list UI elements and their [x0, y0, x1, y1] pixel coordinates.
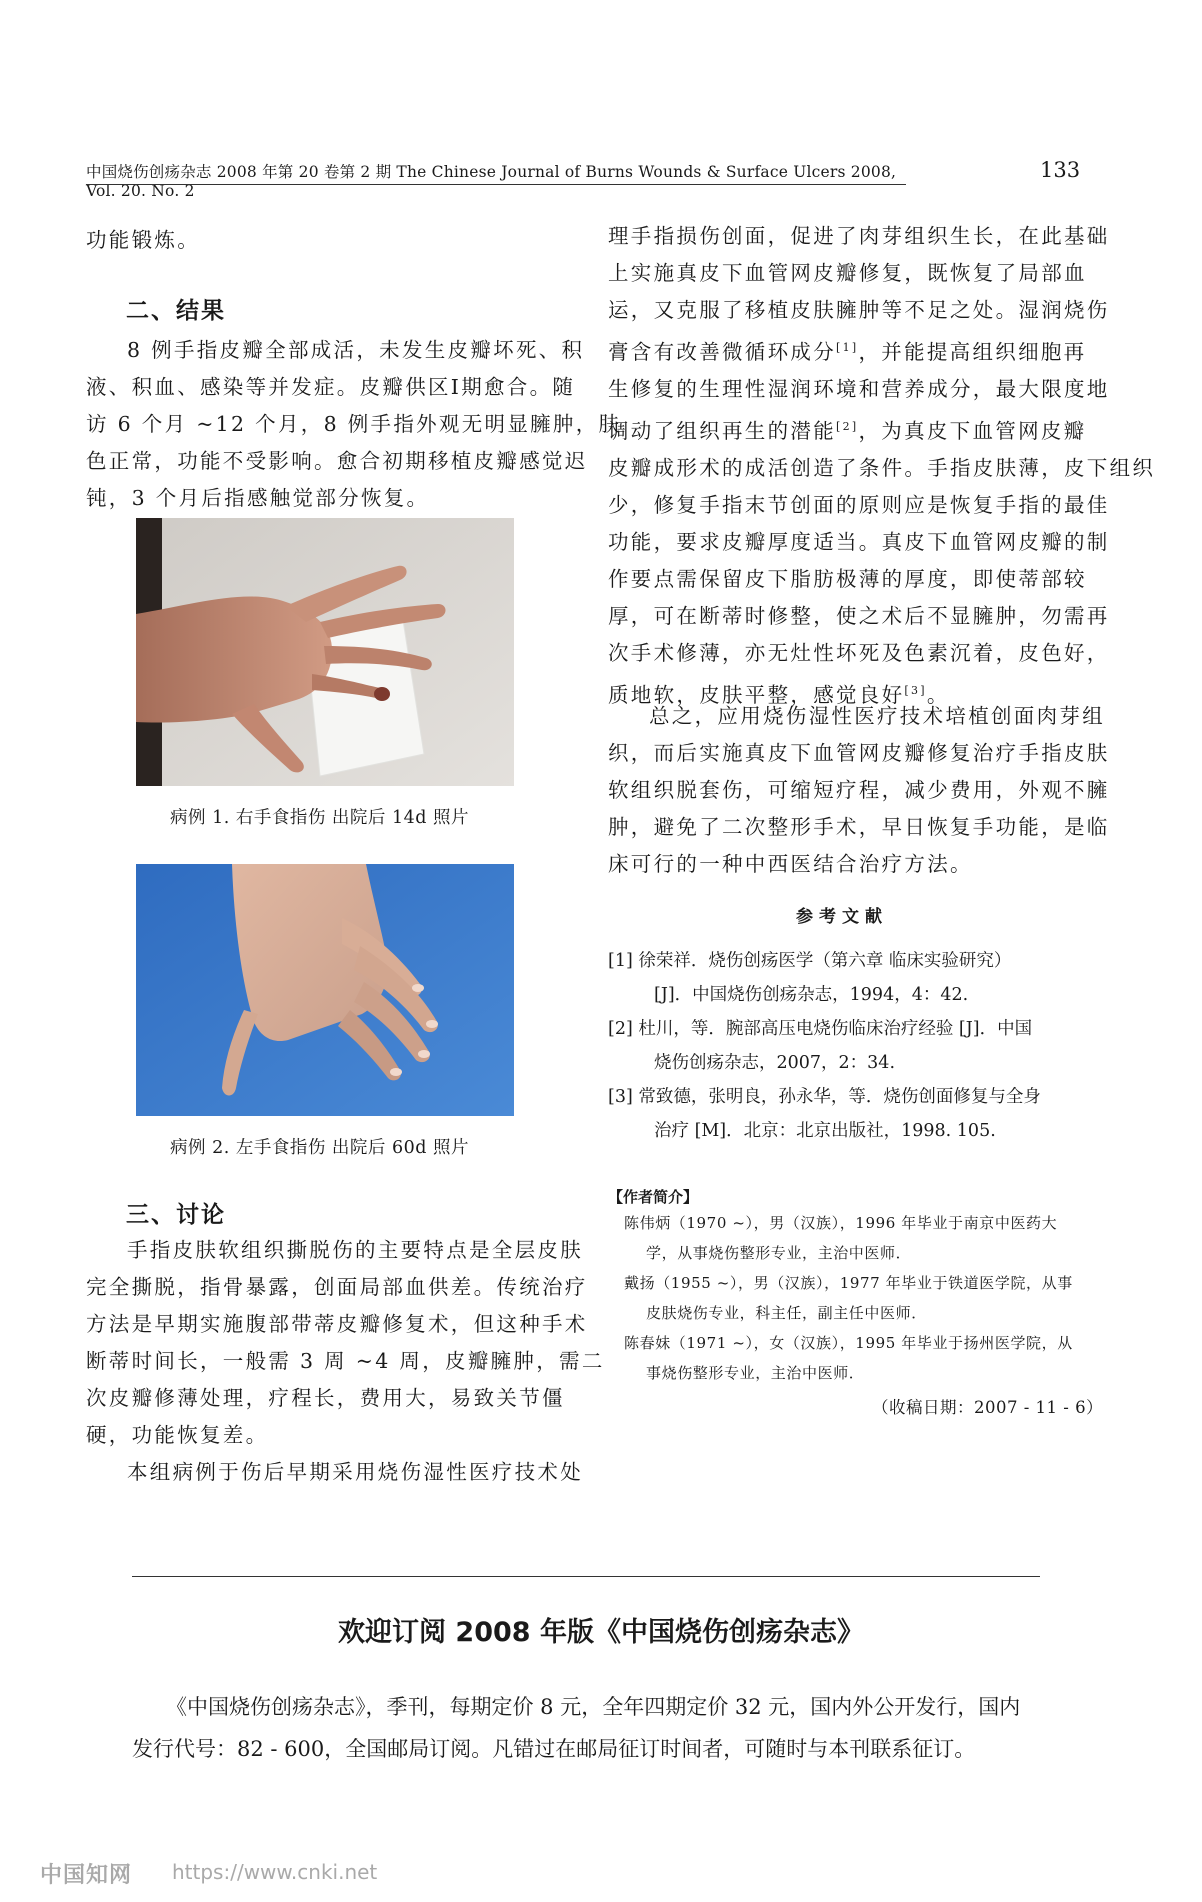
text-line: 软组织脱套伤，可缩短疗程，减少费用，外观不臃 [608, 778, 1110, 802]
text-line [608, 329, 1090, 371]
reference-line: [1] 徐荣祥．烧伤创疡医学（第六章 临床实验研究） [608, 951, 1012, 971]
text-line: 8 例手指皮瓣全部成活，未发生皮瓣坏死、积 [127, 338, 585, 362]
header-rule [86, 184, 906, 185]
text-line [608, 408, 1090, 450]
text-line: 肿，避免了二次整形手术，早日恢复手功能，是临 [608, 815, 1110, 839]
text-segment: 膏含有改善微循环成分 [608, 339, 836, 364]
reference-line: [2] 杜川，等．腕部高压电烧伤临床治疗经验 [J]．中国 [608, 1019, 1033, 1039]
text-line: 皮瓣成形术的成活创造了条件。手指皮肤薄，皮下组织 [608, 455, 1156, 480]
text-segment: 。 [926, 682, 950, 707]
text-line: 理手指损伤创面，促进了肉芽组织生长，在此基础 [608, 224, 1110, 248]
text-line: 完全撕脱，指骨暴露，创面局部血供差。传统治疗 [86, 1275, 588, 1299]
citation: [2] [836, 419, 859, 433]
text-line: 床可行的一种中西医结合治疗方法。 [608, 852, 973, 876]
text-line: 液、积血、感染等并发症。皮瓣供区Ⅰ期愈合。随 [86, 375, 576, 399]
hand-photo-1 [136, 518, 514, 786]
reference-line: [J]．中国烧伤创疡杂志，1994，4：42. [654, 985, 969, 1005]
text-line: 功能，要求皮瓣厚度适当。真皮下血管网皮瓣的制 [608, 529, 1110, 554]
text-line: 少，修复手指末节创面的原则应是恢复手指的最佳 [608, 492, 1110, 517]
text-line: 次手术修薄，亦无灶性坏死及色素沉着，皮色好， [608, 640, 1110, 665]
subscription-line: 《中国烧伤创疡杂志》，季刊，每期定价 8 元，全年四期定价 32 元，国内外公开发行，国内 [166, 1695, 1021, 1719]
text-segment: 调动了组织再生的潜能 [608, 418, 836, 443]
text-line: 厚，可在断蒂时修整，使之术后不显臃肿，勿需再 [608, 603, 1110, 628]
hand-photo-2 [136, 864, 514, 1116]
reference-line: 治疗 [M]．北京：北京出版社，1998. 105. [654, 1121, 996, 1141]
received-date: （收稿日期：2007 - 11 - 6） [872, 1398, 1104, 1417]
text-line: 总之，应用烧伤湿性医疗技术培植创面肉芽组 [649, 704, 1105, 728]
right-paragraph-1 [608, 218, 1156, 713]
text-line: 方法是早期实施腹部带蒂皮瓣修复术，但这种手术 [86, 1312, 588, 1336]
reference-item [608, 944, 1090, 1012]
reference-line: 烧伤创疡杂志，2007，2：34. [654, 1053, 896, 1073]
text-line: 作要点需保留皮下脂肪极薄的厚度，即使蒂部较 [608, 566, 1087, 591]
reference-list [608, 944, 1090, 1148]
text-line: 生修复的生理性湿润环境和营养成分，最大限度地 [608, 376, 1110, 401]
text-line: 手指皮肤软组织撕脱伤的主要特点是全层皮肤 [127, 1238, 583, 1262]
running-head: 中国烧伤创疡杂志 2008 年第 20 卷第 2 期 The Chinese Journal of Burns Wounds & Surface Ulcers 2008, Vol. 20. No. 2 [86, 163, 897, 200]
citation: [3] [904, 683, 927, 697]
results-heading: 二、结果 [126, 298, 226, 324]
author-line: 戴扬（1955 ~），男（汉族），1977 年毕业于铁道医学院，从事 [624, 1274, 1073, 1292]
page-number: 133 [1040, 158, 1081, 182]
text-line: 访 6 个月 ~12 个月，8 例手指外观无明显臃肿，肤 [86, 412, 622, 436]
text-line: 本组病例于伤后早期采用烧伤湿性医疗技术处 [127, 1460, 583, 1484]
text-line: 织，而后实施真皮下血管网皮瓣修复治疗手指皮肤 [608, 741, 1110, 765]
reference-line: [3] 常致德，张明良，孙永华，等．烧伤创面修复与全身 [608, 1087, 1041, 1107]
section-divider [132, 1576, 1040, 1577]
author-intro [624, 1208, 1094, 1388]
subscription-text [132, 1686, 1042, 1770]
text-line: 次皮瓣修薄处理，疗程长，费用大，易致关节僵 [86, 1386, 565, 1410]
text-line: 色正常，功能不受影响。愈合初期移植皮瓣感觉迟 [86, 449, 588, 473]
right-paragraph-2 [608, 698, 1110, 883]
cnki-logo: 中国知网 [40, 1863, 133, 1888]
figure-1-caption: 病例 1. 右手食指伤 出院后 14d 照片 [170, 808, 469, 828]
author-intro-title: 【作者简介】 [608, 1188, 699, 1206]
discussion-heading: 三、讨论 [126, 1202, 226, 1228]
figure-2-caption: 病例 2. 左手食指伤 出院后 60d 照片 [170, 1138, 469, 1158]
subscription-title: 欢迎订阅 2008 年版《中国烧伤创疡杂志》 [338, 1617, 864, 1648]
results-paragraph [86, 332, 622, 517]
author-line: 陈伟炳（1970 ~），男（汉族），1996 年毕业于南京中医药大 [624, 1214, 1058, 1232]
text-line: 运，又克服了移植皮肤臃肿等不足之处。湿润烧伤 [608, 298, 1110, 322]
figure-1-photo [136, 518, 514, 786]
citation: [1] [836, 341, 859, 354]
figure-2-photo [136, 864, 514, 1116]
reference-item [608, 1012, 1090, 1080]
text-segment: ，并能提高组织细胞再 [858, 339, 1087, 364]
subscription-line: 发行代号：82 - 600，全国邮局订阅。凡错过在邮局征订时间者，可随时与本刊联系征订。 [132, 1737, 976, 1761]
author-line: 皮肤烧伤专业，科主任，副主任中医师． [646, 1304, 927, 1322]
text-line: 断蒂时间长，一般需 3 周 ~4 周，皮瓣臃肿，需二 [86, 1349, 605, 1373]
text-line: 钝，3 个月后指感触觉部分恢复。 [86, 486, 430, 510]
cnki-url[interactable]: https://www.cnki.net [172, 1860, 378, 1884]
author-line: 学，从事烧伤整形专业，主治中医师． [646, 1244, 912, 1262]
text-segment: ，为真皮下血管网皮瓣 [858, 418, 1087, 443]
text-line: 硬，功能恢复差。 [86, 1423, 269, 1447]
author-line: 陈春妹（1971 ~），女（汉族），1995 年毕业于扬州医学院，从 [624, 1334, 1073, 1352]
discussion-paragraph [86, 1232, 605, 1491]
references-title: 参考文献 [796, 907, 888, 927]
text-line: 上实施真皮下血管网皮瓣修复，既恢复了局部血 [608, 261, 1087, 285]
text-segment: 质地软，皮肤平整，感觉良好 [608, 682, 905, 707]
carryover-text: 功能锻炼。 [86, 228, 200, 252]
reference-item [608, 1080, 1090, 1148]
author-line: 事烧伤整形专业，主治中医师． [646, 1364, 865, 1382]
